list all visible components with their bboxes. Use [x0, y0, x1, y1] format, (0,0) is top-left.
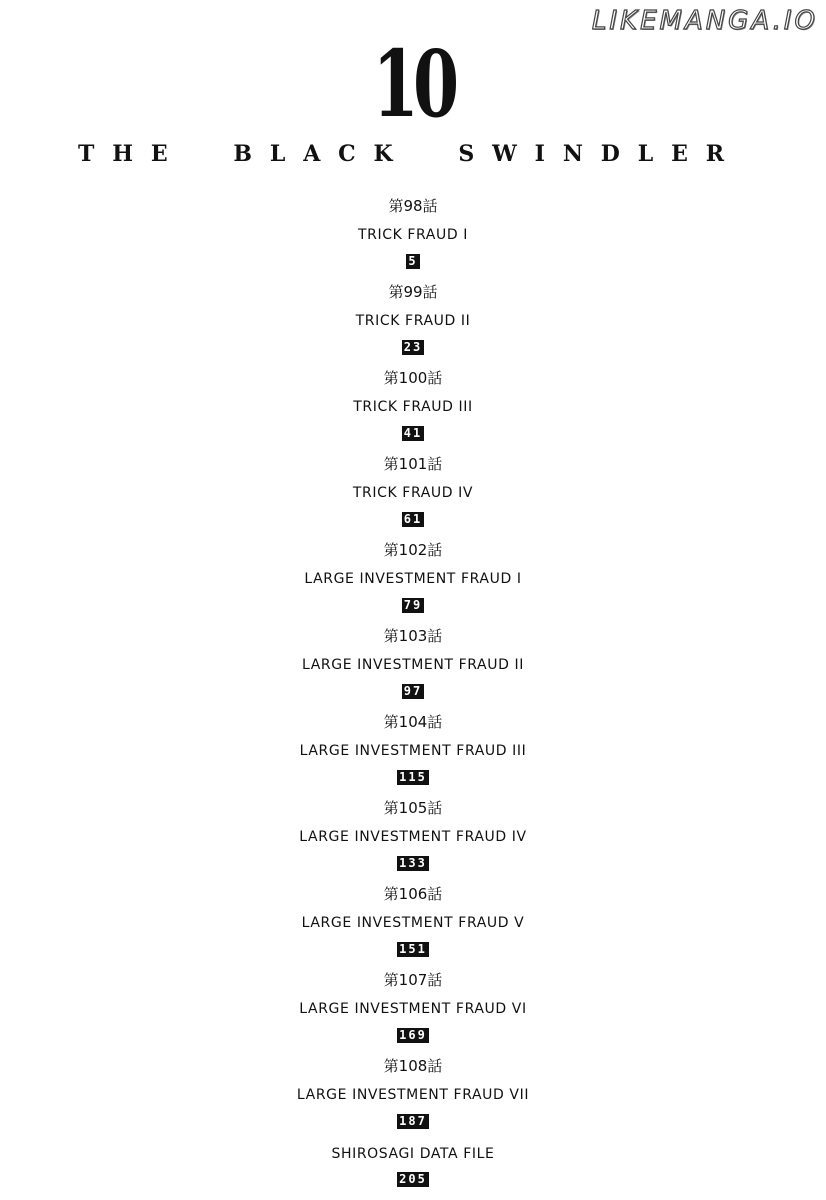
title-letter: W	[492, 141, 517, 167]
chapter-number: 第105話	[383, 799, 443, 817]
toc-entry	[0, 450, 826, 536]
title-space	[186, 140, 216, 168]
chapter-title: LARGE INVESTMENT FRAUD I	[304, 571, 522, 587]
chapter-title: LARGE INVESTMENT FRAUD II	[302, 657, 524, 673]
toc-entry	[0, 708, 826, 794]
title-letter: E	[150, 141, 168, 167]
chapter-title: TRICK FRAUD IV	[352, 485, 474, 501]
toc-entry	[0, 1052, 826, 1138]
page-number: 187	[399, 1114, 427, 1128]
chapter-title: LARGE INVESTMENT FRAUD IV	[299, 829, 527, 845]
page-number: 115	[399, 770, 427, 784]
page-number: 79	[403, 598, 423, 612]
watermark-logo: LIKEMANGA.IO	[591, 6, 818, 36]
chapter-title: LARGE INVESTMENT FRAUD VII	[296, 1087, 530, 1103]
chapter-number: 第102話	[383, 541, 443, 559]
page-number: 169	[399, 1028, 427, 1042]
title-letter: K	[373, 141, 393, 167]
series-title	[78, 140, 724, 168]
title-letter: T	[78, 141, 95, 167]
chapter-title: TRICK FRAUD I	[357, 227, 468, 243]
page-number: 5	[408, 254, 418, 268]
table-of-contents	[0, 192, 826, 1198]
title-letter: H	[112, 141, 134, 167]
toc-entry	[0, 966, 826, 1052]
title-letter: D	[600, 141, 620, 167]
title-letter: R	[705, 141, 724, 167]
chapter-title: TRICK FRAUD II	[355, 313, 471, 329]
toc-entry	[0, 278, 826, 364]
chapter-number: 第99話	[388, 283, 438, 301]
toc-entry-data-file	[0, 1138, 826, 1198]
toc-entry	[0, 536, 826, 622]
page-number: 133	[399, 856, 427, 870]
data-file-title: SHIROSAGI DATA FILE	[331, 1146, 495, 1162]
chapter-title: LARGE INVESTMENT FRAUD VI	[299, 1001, 527, 1017]
chapter-number: 第98話	[388, 197, 438, 215]
title-letter: S	[458, 141, 475, 167]
chapter-number: 第101話	[383, 455, 443, 473]
page-number: 97	[403, 684, 423, 698]
chapter-title: LARGE INVESTMENT FRAUD III	[299, 743, 527, 759]
page-number: 205	[399, 1172, 427, 1186]
page-number: 41	[403, 426, 423, 440]
title-space	[410, 140, 440, 168]
page-number: 61	[403, 512, 423, 526]
chapter-number: 第100話	[383, 369, 443, 387]
title-letter: N	[562, 141, 583, 167]
title-letter: I	[534, 141, 545, 167]
title-letter: A	[303, 141, 321, 167]
title-letter: C	[338, 141, 356, 167]
chapter-number: 第103話	[383, 627, 443, 645]
toc-entry	[0, 192, 826, 278]
title-letter: L	[637, 141, 654, 167]
title-letter: E	[671, 141, 688, 167]
page-number: 151	[399, 942, 427, 956]
chapter-number: 第104話	[383, 713, 443, 731]
toc-entry	[0, 794, 826, 880]
toc-entry	[0, 622, 826, 708]
chapter-title: LARGE INVESTMENT FRAUD V	[301, 915, 525, 931]
title-letter: L	[269, 141, 286, 167]
toc-entry	[0, 880, 826, 966]
page-number: 23	[403, 340, 423, 354]
chapter-number: 第107話	[383, 971, 443, 989]
title-letter: B	[233, 141, 252, 167]
chapter-title: TRICK FRAUD III	[353, 399, 473, 415]
chapter-number: 第108話	[383, 1057, 443, 1075]
toc-entry	[0, 364, 826, 450]
volume-number: 10	[372, 30, 454, 138]
chapter-number: 第106話	[383, 885, 443, 903]
